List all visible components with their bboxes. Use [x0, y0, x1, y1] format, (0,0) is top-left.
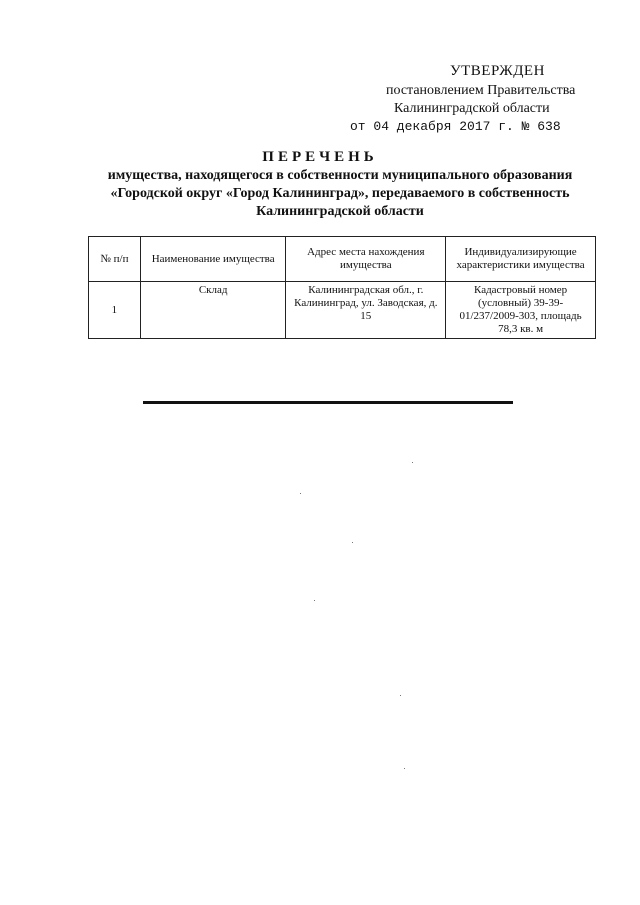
scan-speck	[352, 542, 353, 543]
header-num: № п/п	[89, 237, 141, 282]
table-row	[89, 282, 596, 339]
approval-line-1: постановлением Правительства	[386, 83, 576, 98]
scan-speck	[404, 768, 405, 769]
row-num: 1	[89, 282, 141, 339]
scan-speck	[314, 600, 315, 601]
document-subtitle: имущества, находящегося в собственности муниципального образования «Городской округ «Город Калининград», передаваемого в собственность Калининградской области	[107, 168, 573, 219]
scan-speck	[300, 493, 301, 494]
header-address: Адрес места нахождения имущества	[286, 237, 446, 282]
scan-speck	[400, 695, 401, 696]
row-name: Склад	[140, 282, 286, 339]
document-title: ПЕРЕЧЕНЬ	[262, 149, 378, 165]
approval-date-number: от 04 декабря 2017 г. № 638	[350, 119, 561, 134]
approval-line-2: Калининградской области	[394, 101, 550, 116]
row-address: Калининградская обл., г. Калининград, ул. Заводская, д. 15	[286, 282, 446, 339]
header-name: Наименование имущества	[140, 237, 286, 282]
approval-title: УТВЕРЖДЕН	[450, 63, 545, 79]
property-table	[88, 236, 596, 339]
row-characteristics: Кадастровый номер (условный) 39-39-01/237/2009-303, площадь 78,3 кв. м	[446, 282, 596, 339]
scan-speck	[412, 462, 413, 463]
table-header-row	[89, 237, 596, 282]
header-characteristics: Индивидуализирующие характеристики имущества	[446, 237, 596, 282]
closing-rule	[143, 401, 513, 404]
